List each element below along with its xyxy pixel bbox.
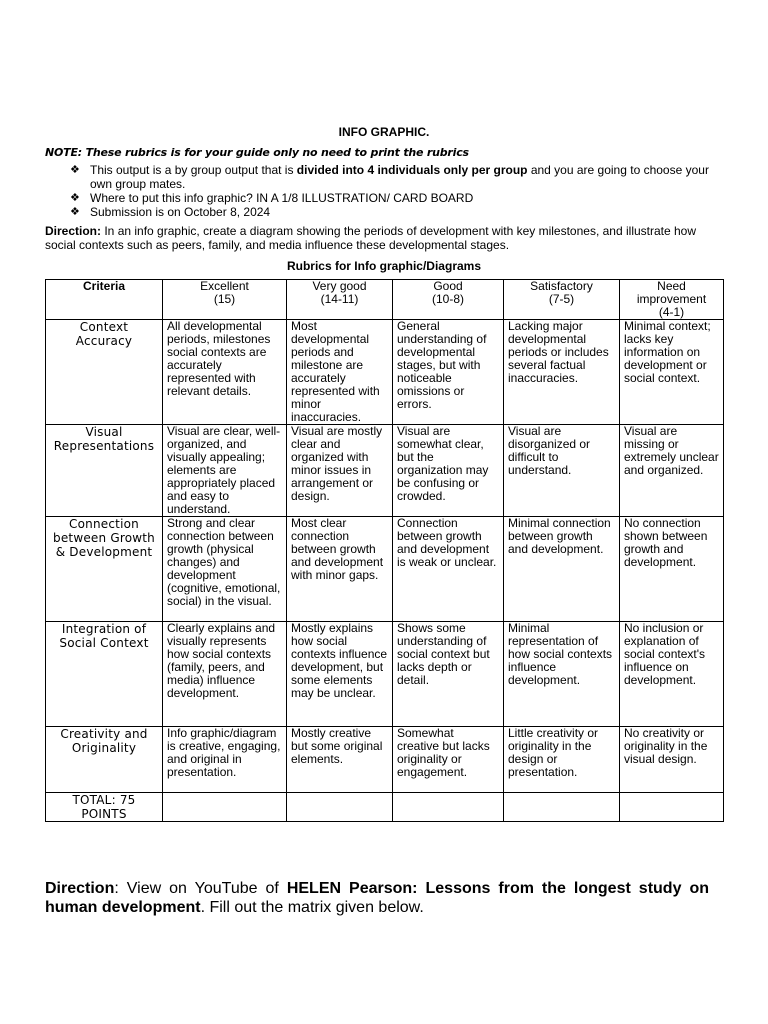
table-cell: Info graphic/diagram is creative, engaging, and original in presentation. (163, 727, 287, 793)
level-header: Good (10-8) (393, 280, 504, 320)
criterion-cell: Context Accuracy (46, 320, 163, 425)
table-cell: Visual are somewhat clear, but the organization may be confusing or crowded. (393, 425, 504, 517)
table-row (46, 622, 724, 727)
table-row (46, 320, 724, 425)
criterion-cell: Creativity and Originality (46, 727, 163, 793)
table-cell: No creativity or originality in the visual design. (620, 727, 724, 793)
table-cell: Visual are mostly clear and organized with minor issues in arrangement or design. (287, 425, 393, 517)
table-cell (163, 793, 287, 822)
criteria-header: Criteria (46, 280, 163, 320)
instruction-item-medium: ❖ Where to put this info graphic? IN A 1/8 ILLUSTRATION/ CARD BOARD (70, 191, 474, 205)
table-row (46, 425, 724, 517)
direction-label: Direction: (45, 224, 102, 238)
rubric-header-row (46, 280, 724, 320)
diamond-bullet-icon: ❖ (70, 192, 80, 204)
table-cell (393, 793, 504, 822)
instruction-list (45, 163, 723, 219)
rubric-table-title: Rubrics for Info graphic/Diagrams (286, 259, 482, 273)
level-header: Need improvement (4-1) (620, 280, 724, 320)
table-cell: No connection shown between growth and development. (620, 517, 724, 622)
table-cell: Most developmental periods and milestone are accurately represented with minor inaccuracies. (287, 320, 393, 425)
level-header: Excellent (15) (163, 280, 287, 320)
table-cell: Little creativity or originality in the design or presentation. (504, 727, 620, 793)
table-cell: Mostly creative but some original elements. (287, 727, 393, 793)
document-title: INFO GRAPHIC. (338, 125, 430, 139)
rubric-table (45, 279, 724, 822)
direction-text: In an info graphic, create a diagram showing the periods of development with key milestones, and illustrate how social contexts such as peers, family, and media influence these developmental stages. (45, 224, 697, 252)
total-row (46, 793, 724, 822)
table-cell: Lacking major developmental periods or includes several factual inaccuracies. (504, 320, 620, 425)
table-cell: All developmental periods, milestones social contexts are accurately represented with relevant details. (163, 320, 287, 425)
table-cell: Somewhat creative but lacks originality or engagement. (393, 727, 504, 793)
instruction-item-submission: ❖ Submission is on October 8, 2024 (70, 205, 271, 219)
criterion-cell: Visual Representations (46, 425, 163, 517)
video-direction-label: Direction (45, 880, 115, 897)
table-cell (620, 793, 724, 822)
table-cell: Visual are missing or extremely unclear and organized. (620, 425, 724, 517)
direction-paragraph (45, 224, 723, 252)
table-cell: Visual are clear, well-organized, and visually appealing; elements are appropriately placed and easy to understand. (163, 425, 287, 517)
table-cell (287, 793, 393, 822)
diamond-bullet-icon: ❖ (70, 206, 80, 218)
table-cell: Mostly explains how social contexts influence development, but some elements may be unclear. (287, 622, 393, 727)
rubric-note: NOTE: These rubrics is for your guide only no need to print the rubrics (45, 146, 469, 159)
diamond-bullet-icon: ❖ (70, 164, 80, 176)
document-page (45, 125, 723, 822)
level-header: Satisfactory (7-5) (504, 280, 620, 320)
table-cell: Clearly explains and visually represents how social contexts (family, peers, and media) influence development. (163, 622, 287, 727)
table-cell: Most clear connection between growth and development with minor gaps. (287, 517, 393, 622)
criterion-cell: Connection between Growth & Development (46, 517, 163, 622)
table-cell: Connection between growth and development is weak or unclear. (393, 517, 504, 622)
table-cell: Minimal representation of how social contexts influence development. (504, 622, 620, 727)
table-cell: Visual are disorganized or difficult to understand. (504, 425, 620, 517)
table-cell: General understanding of developmental stages, but with noticeable omissions or errors. (393, 320, 504, 425)
table-cell: No inclusion or explanation of social context's influence on development. (620, 622, 724, 727)
criterion-cell: Integration of Social Context (46, 622, 163, 727)
video-direction-paragraph: Direction: View on YouTube of HELEN Pearson: Lessons from the longest study on human development. Fill out the matrix given below. (45, 880, 709, 916)
video-title: HELEN Pearson: Lessons from the longest study on human development (45, 880, 709, 916)
table-cell: Shows some understanding of social context but lacks depth or detail. (393, 622, 504, 727)
instruction-item-group: ❖ This output is a by group output that is divided into 4 individuals only per group and you are going to choose your own group mates. (70, 163, 709, 191)
table-cell: Minimal connection between growth and development. (504, 517, 620, 622)
table-cell: Strong and clear connection between growth (physical changes) and development (cognitive, emotional, social) in the visual. (163, 517, 287, 622)
table-row (46, 727, 724, 793)
total-cell: TOTAL: 75 POINTS (46, 793, 163, 822)
level-header: Very good (14-11) (287, 280, 393, 320)
table-row (46, 517, 724, 622)
table-cell (504, 793, 620, 822)
table-cell: Minimal context; lacks key information on development or social context. (620, 320, 724, 425)
